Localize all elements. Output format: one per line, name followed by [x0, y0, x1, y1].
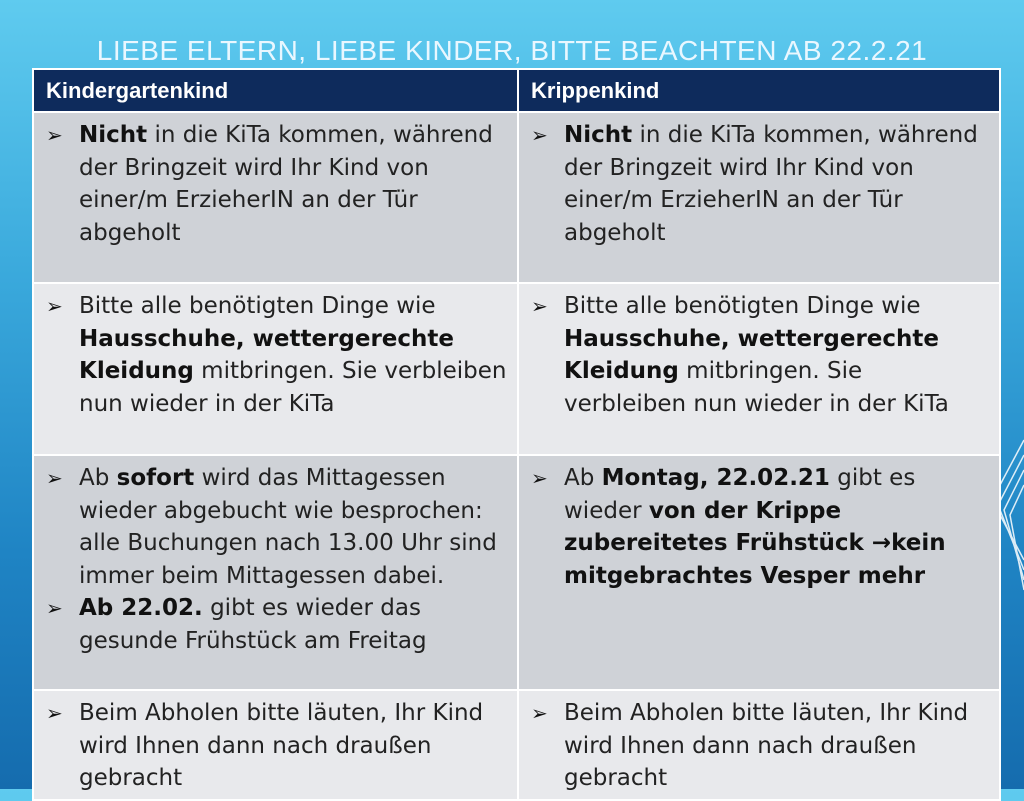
- table-row: [33, 690, 1000, 800]
- kindergarten-cell: [33, 690, 518, 800]
- list-item: ➢ Ab sofort wird das Mittagessen wieder abgebucht wie besprochen: alle Buchungen nach 13.00 Uhr sind immer beim Mittagessen dabei.: [46, 462, 507, 592]
- arrowhead-bullet-icon: ➢: [46, 294, 63, 318]
- krippe-cell: [518, 690, 1000, 800]
- column-header-kindergartenkind: Kindergartenkind: [33, 69, 518, 112]
- table-row: [33, 455, 1000, 690]
- list-item: ➢ Ab 22.02. gibt es wieder das gesunde Frühstück am Freitag: [46, 592, 507, 657]
- krippe-cell: [518, 283, 1000, 455]
- krippe-cell: [518, 455, 1000, 690]
- arrowhead-bullet-icon: ➢: [531, 701, 548, 725]
- kindergarten-cell: [33, 455, 518, 690]
- krippe-cell: [518, 112, 1000, 283]
- arrowhead-bullet-icon: ➢: [531, 123, 548, 147]
- table-row: [33, 112, 1000, 283]
- list-item: ➢ Beim Abholen bitte läuten, Ihr Kind wird Ihnen dann nach draußen gebracht: [531, 697, 989, 795]
- list-item: ➢ Nicht in die KiTa kommen, während der Bringzeit wird Ihr Kind von einer/m ErzieherIN an der Tür abgeholt: [46, 119, 507, 249]
- list-item: ➢ Nicht in die KiTa kommen, während der Bringzeit wird Ihr Kind von einer/m ErzieherIN an der Tür abgeholt: [531, 119, 989, 249]
- column-header-krippenkind: Krippenkind: [518, 69, 1000, 112]
- list-item: ➢ Ab Montag, 22.02.21 gibt es wieder von der Krippe zubereitetes Frühstück →kein mitgebrachtes Vesper mehr: [531, 462, 989, 592]
- arrowhead-bullet-icon: ➢: [46, 123, 63, 147]
- arrowhead-bullet-icon: ➢: [531, 466, 548, 490]
- kindergarten-cell: [33, 283, 518, 455]
- arrowhead-bullet-icon: ➢: [46, 701, 63, 725]
- notice-table: [32, 68, 1001, 801]
- arrowhead-bullet-icon: ➢: [46, 466, 63, 490]
- list-item: ➢ Bitte alle benötigten Dinge wie Hausschuhe, wettergerechte Kleidung mitbringen. Sie verbleiben nun wieder in der KiTa: [46, 290, 507, 420]
- kindergarten-cell: [33, 112, 518, 283]
- list-item: ➢ Beim Abholen bitte läuten, Ihr Kind wird Ihnen dann nach draußen gebracht: [46, 697, 507, 795]
- arrowhead-bullet-icon: ➢: [531, 294, 548, 318]
- table-row: [33, 283, 1000, 455]
- list-item: ➢ Bitte alle benötigten Dinge wie Hausschuhe, wettergerechte Kleidung mitbringen. Sie verbleiben nun wieder in der KiTa: [531, 290, 989, 420]
- arrowhead-bullet-icon: ➢: [46, 596, 63, 620]
- page-title: LIEBE ELTERN, LIEBE KINDER, BITTE BEACHTEN AB 22.2.21: [96, 35, 928, 66]
